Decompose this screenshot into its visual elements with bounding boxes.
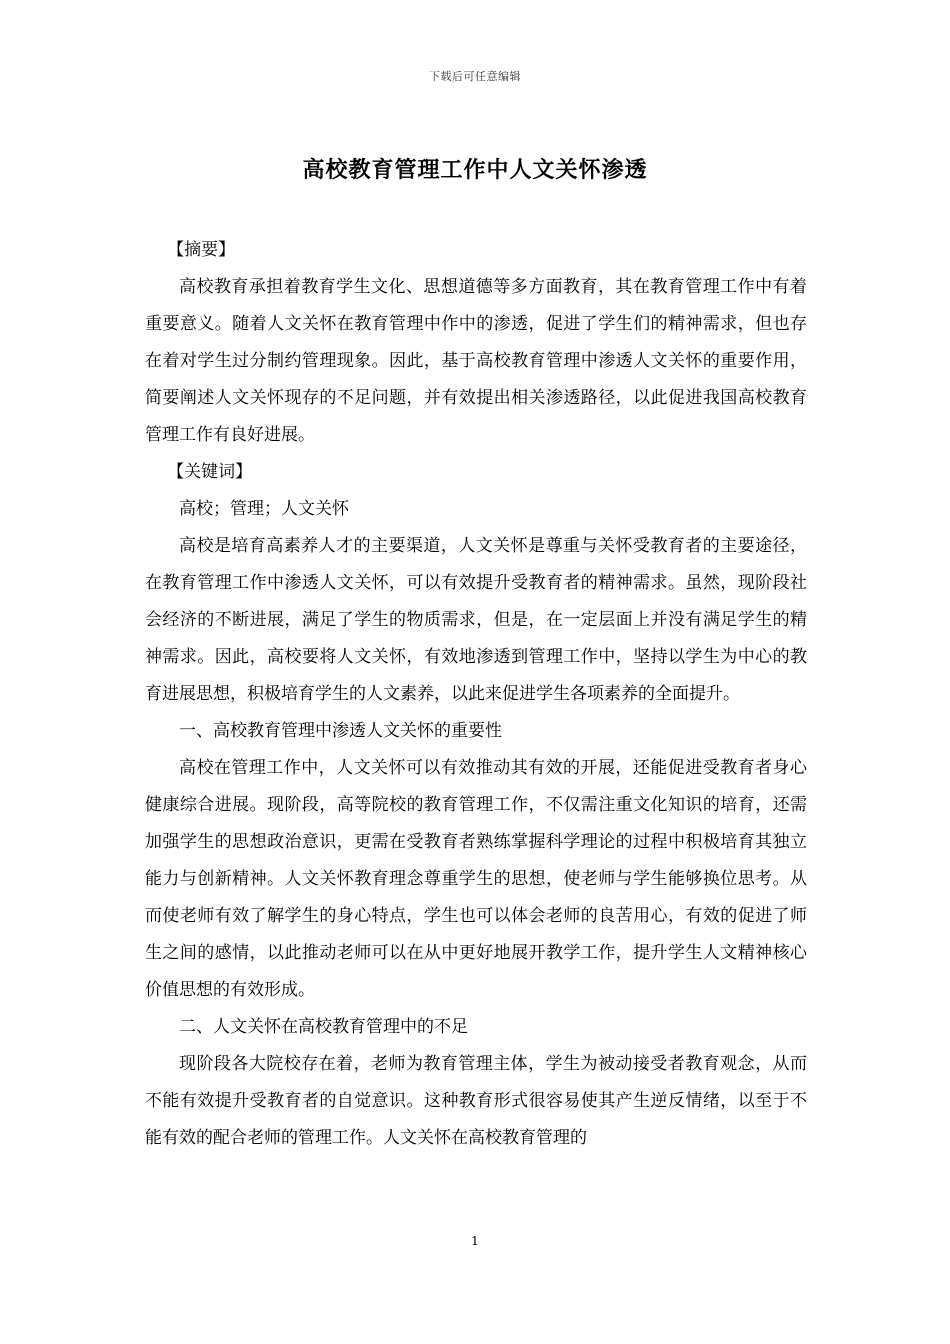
section1-paragraph: 高校在管理工作中，人文关怀可以有效推动其有效的开展，还能促进受教育者身心健康综合进展。现阶段，高等院校的教育管理工作，不仅需注重文化知识的培育，还需加强学生的思想政治意识，更需在受教育者熟练掌握科学理论的过程中积极培育其独立能力与创新精神。人文关怀教育理念尊重学生的思想，使老师与学生能够换位思考。从而使老师有效了解学生的身心特点，学生也可以体会老师的良苦用心，有效的促进了师生之间的感情，以此推动老师可以在从中更好地展开教学工作，提升学生人文精神核心价值思想的有效形成。 <box>145 758 807 1000</box>
document-body <box>145 232 807 1157</box>
keywords-paragraph: 高校；管理；人文关怀 <box>179 499 349 519</box>
document-title: 高校教育管理工作中人文关怀渗透 <box>302 157 648 183</box>
intro-paragraph: 高校是培育高素养人才的主要渠道，人文关怀是尊重与关怀受教育者的主要途径，在教育管理工作中渗透人文关怀，可以有效提升受教育者的精神需求。虽然，现阶段社会经济的不断进展，满足了学生的物质需求，但是，在一定层面上并没有满足学生的精神需求。因此，高校要将人文关怀，有效地渗透到管理工作中，坚持以学生为中心的教育进展思想，积极培育学生的人文素养，以此来促进学生各项素养的全面提升。 <box>145 536 807 704</box>
abstract-paragraph: 高校教育承担着教育学生文化、思想道德等多方面教育，其在教育管理工作中有着重要意义。随着人文关怀在教育管理中作中的渗透，促进了学生们的精神需求，但也存在着对学生过分制约管理现象。因此，基于高校教育管理中渗透人文关怀的重要作用，简要阐述人文关怀现存的不足问题，并有效提出相关渗透路径，以此促进我国高校教育管理工作有良好进展。 <box>145 277 807 445</box>
page-number: 1 <box>471 1234 479 1248</box>
abstract-label: 【摘要】 <box>167 240 236 260</box>
section1-heading: 一、高校教育管理中渗透人文关怀的重要性 <box>179 721 502 741</box>
section2-heading: 二、人文关怀在高校教育管理中的不足 <box>179 1017 468 1037</box>
page-header: 下载后可任意编辑 <box>429 70 521 83</box>
keywords-label: 【关键词】 <box>167 462 253 482</box>
section2-paragraph: 现阶段各大院校存在着，老师为教育管理主体，学生为被动接受者教育观念，从而不能有效提升受教育者的自觉意识。这种教育形式很容易使其产生逆反情绪，以至于不能有效的配合老师的管理工作。人文关怀在高校教育管理的 <box>145 1054 807 1148</box>
